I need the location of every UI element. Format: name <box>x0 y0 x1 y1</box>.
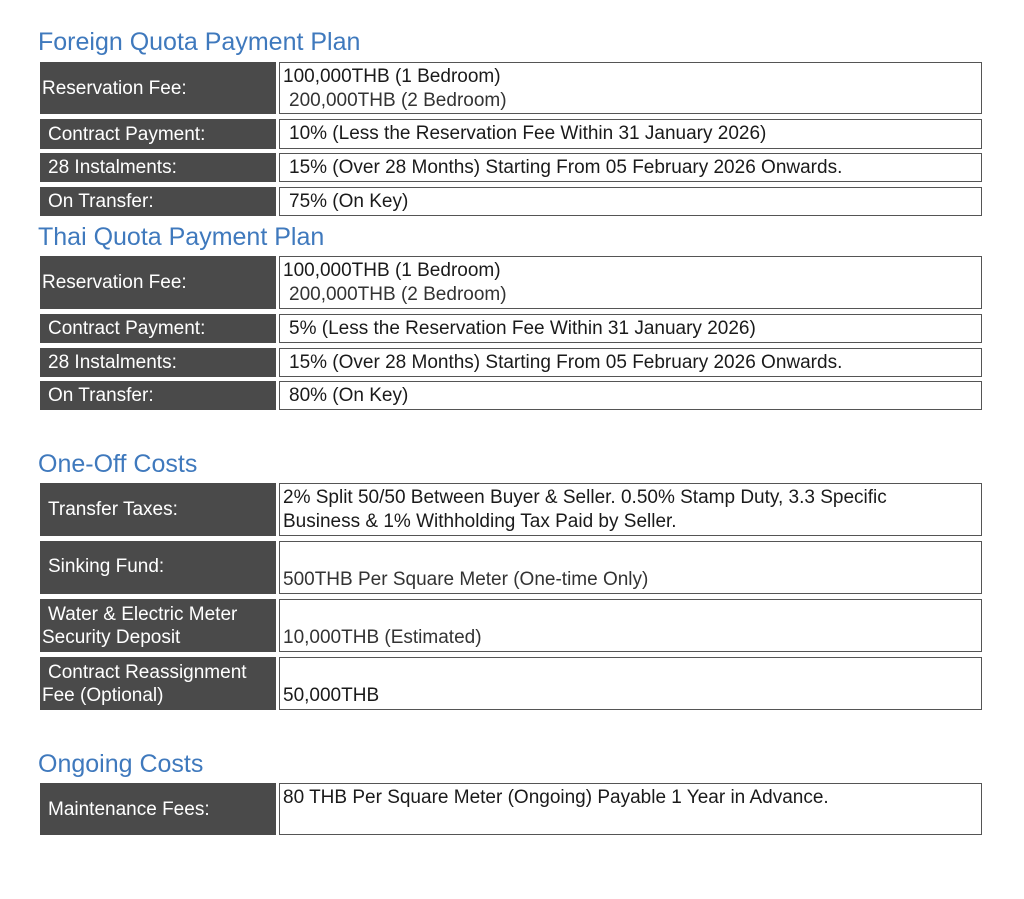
ongoing-costs-title: Ongoing Costs <box>38 750 204 778</box>
thai-transfer-value: 80% (On Key) <box>279 381 982 410</box>
foreign-reservation-row <box>40 62 982 114</box>
thai-transfer-label: On Transfer: <box>40 381 276 410</box>
reassignment-fee-label-line1: Contract Reassignment <box>48 661 247 683</box>
meter-deposit-label-line1: Water & Electric Meter <box>48 603 238 625</box>
meter-deposit-label <box>40 599 276 652</box>
sinking-fund-row <box>40 541 982 594</box>
thai-instalments-value: 15% (Over 28 Months) Starting From 05 February 2026 Onwards. <box>279 348 982 377</box>
reassignment-fee-label-line2: Fee (Optional) <box>42 684 164 706</box>
thai-reservation-value <box>279 256 982 309</box>
thai-contract-row <box>40 314 982 343</box>
thai-quota-title: Thai Quota Payment Plan <box>38 223 325 251</box>
foreign-reservation-label: Reservation Fee: <box>40 62 276 114</box>
sinking-fund-value <box>279 541 982 594</box>
thai-reservation-label: Reservation Fee: <box>40 256 276 309</box>
foreign-reservation-value-1bed: 100,000THB (1 Bedroom) <box>283 66 501 87</box>
foreign-contract-label: Contract Payment: <box>40 119 276 149</box>
maintenance-fees-value <box>279 783 982 835</box>
reassignment-fee-value <box>279 657 982 710</box>
foreign-transfer-row <box>40 187 982 216</box>
thai-reservation-value-2bed: 200,000THB (2 Bedroom) <box>289 284 507 305</box>
thai-reservation-value-1bed: 100,000THB (1 Bedroom) <box>283 260 501 281</box>
reassignment-fee-label <box>40 657 276 710</box>
foreign-transfer-label: On Transfer: <box>40 187 276 216</box>
transfer-taxes-value-line1: 2% Split 50/50 Between Buyer & Seller. 0.50% Stamp Duty, 3.3 Specific <box>283 487 887 508</box>
transfer-taxes-value-line2: Business & 1% Withholding Tax Paid by Seller. <box>283 511 677 532</box>
foreign-instalments-value: 15% (Over 28 Months) Starting From 05 February 2026 Onwards. <box>279 153 982 182</box>
meter-deposit-value <box>279 599 982 652</box>
foreign-contract-value: 10% (Less the Reservation Fee Within 31 January 2026) <box>279 119 982 149</box>
maintenance-fees-value-text: 80 THB Per Square Meter (Ongoing) Payable 1 Year in Advance. <box>283 787 829 808</box>
foreign-instalments-row <box>40 153 982 182</box>
maintenance-fees-label: Maintenance Fees: <box>40 783 276 835</box>
thai-transfer-row <box>40 381 982 410</box>
thai-instalments-row <box>40 348 982 377</box>
thai-instalments-label: 28 Instalments: <box>40 348 276 377</box>
foreign-reservation-value <box>279 62 982 114</box>
sinking-fund-label: Sinking Fund: <box>40 541 276 594</box>
reassignment-fee-value-text: 50,000THB <box>283 685 380 706</box>
foreign-transfer-value: 75% (On Key) <box>279 187 982 216</box>
transfer-taxes-label: Transfer Taxes: <box>40 483 276 536</box>
thai-contract-label: Contract Payment: <box>40 314 276 343</box>
transfer-taxes-row <box>40 483 982 536</box>
one-off-costs-title: One-Off Costs <box>38 450 198 478</box>
meter-deposit-value-text: 10,000THB (Estimated) <box>283 627 482 648</box>
meter-deposit-label-line2: Security Deposit <box>42 626 181 648</box>
maintenance-fees-row <box>40 783 982 835</box>
thai-contract-value: 5% (Less the Reservation Fee Within 31 January 2026) <box>279 314 982 343</box>
foreign-contract-row <box>40 119 982 149</box>
meter-deposit-row <box>40 599 982 652</box>
transfer-taxes-value <box>279 483 982 536</box>
foreign-quota-title: Foreign Quota Payment Plan <box>38 28 361 56</box>
foreign-instalments-label: 28 Instalments: <box>40 153 276 182</box>
foreign-reservation-value-2bed: 200,000THB (2 Bedroom) <box>289 90 507 111</box>
reassignment-fee-row <box>40 657 982 710</box>
sinking-fund-value-text: 500THB Per Square Meter (One-time Only) <box>283 569 649 590</box>
thai-reservation-row <box>40 256 982 309</box>
